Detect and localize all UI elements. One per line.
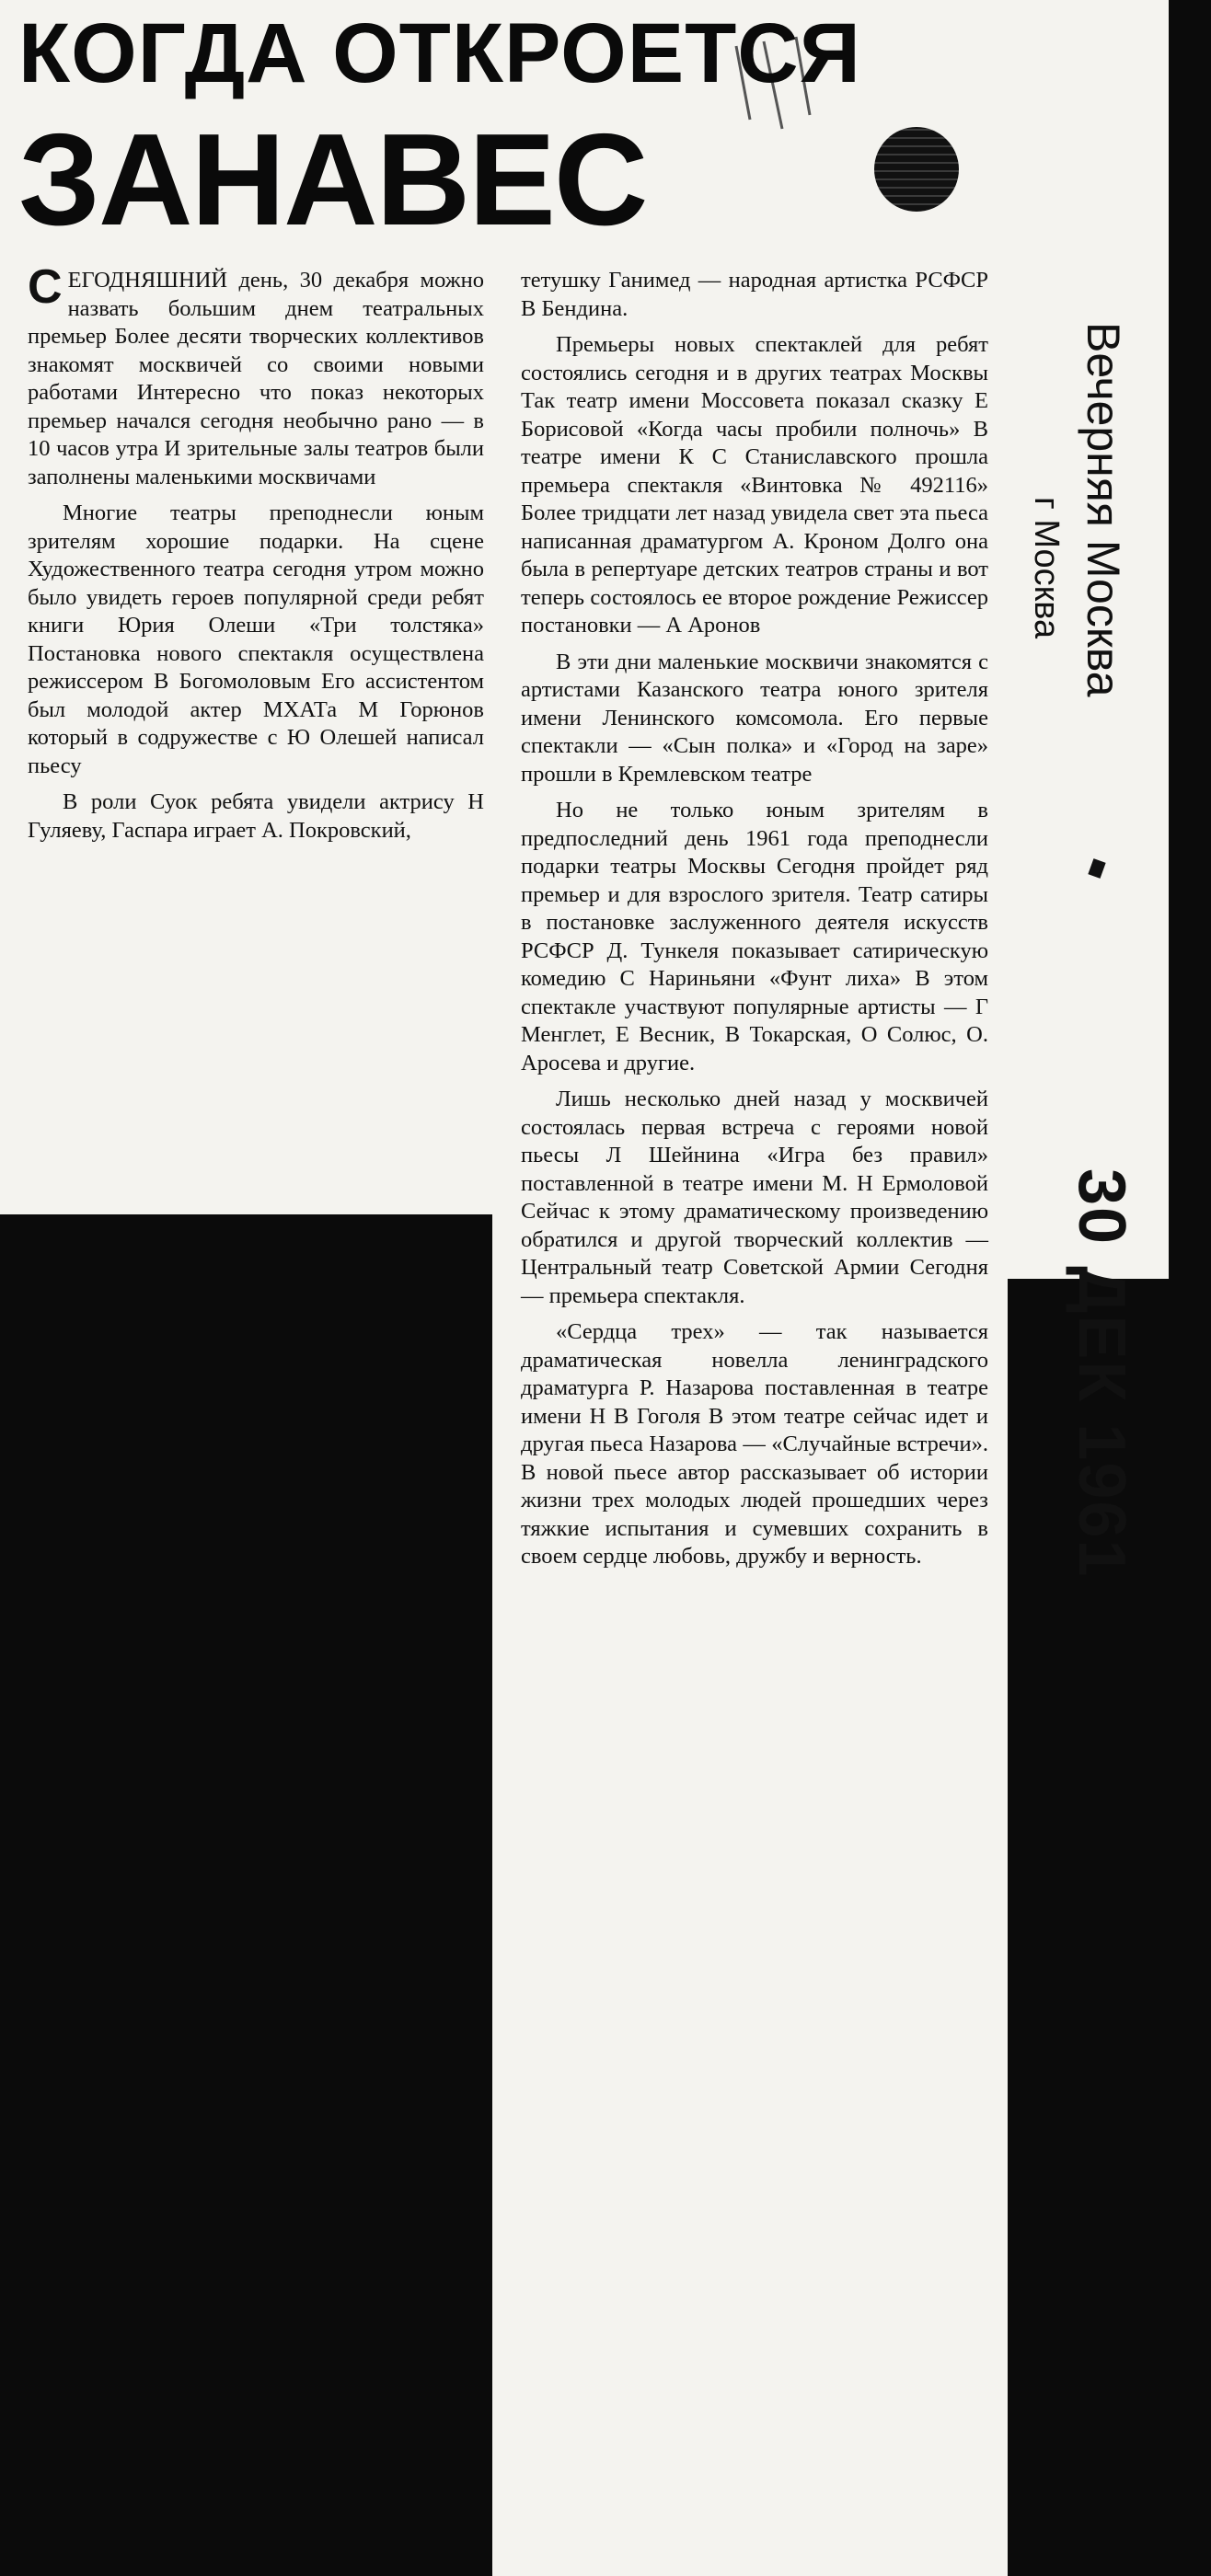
headline-line-2: ЗАНАВЕС: [18, 107, 647, 253]
paragraph: Премьеры новых спектаклей для ребят состоялись сегодня и в других театрах Москвы Так театр имени Моссовета показал сказку Е Борисовой «Когда часы пробили полночь» В театре имени К С Станиславского прошла премьера спектакля «Винтовка № 492116» Более тридцати лет назад увидела свет эта пьеса написанная драматургом А. Кроном Долго она была в репертуаре детских театров страны и вот теперь состоялось ее второе рождение Режиссер постановки — А Аронов: [521, 332, 988, 638]
paragraph: тетушку Ганимед — народная артистка РСФСР В Бендина.: [521, 268, 988, 321]
paragraph: Лишь несколько дней назад у москвичей состоялась первая встреча с героями новой пьесы Л Шейнина «Игра без правил» поставленной в театре имени М. Н Ермоловой Сейчас к этому драматическому произведению обратился и другой творческий коллектив — Центральный театр Советской Армии Сегодня — премьера спектакля.: [521, 1087, 988, 1308]
drop-cap: С: [28, 260, 63, 314]
paragraph: «Сердца трех» — так называется драматическая новелла ленинградского драматурга Р. Назарова поставленная в театре имени Н В Гоголя В этом театре сейчас идет и другая пьеса Назарова — «Случайные встречи». В новой пьесе автор рассказывает об истории жизни трех молодых людей прошедших через тяжкие испытания и сумевших сохранить в своем сердце любовь, дружбу и верность.: [521, 1319, 988, 1569]
article-column-1: [28, 260, 484, 853]
paragraph: Но не только юным зрителям в предпоследний день 1961 года преподнесли подарки театры Москвы Сегодня пройдет ряд премьер и для взрослого зрителя. Театр сатиры в постановке заслуженного деятеля искусств РСФСР Д. Тункеля показывает сатирическую комедию С Нариньяни «Фунт лиха» В этом спектакле участвуют популярные артисты — Г Менглет, Е Весник, В Токарская, О Солюс, О. Аросева и другие.: [521, 798, 988, 1075]
article-column-2: [521, 267, 988, 1580]
paragraph-text: ЕГОДНЯШНИЙ день, 30 декабря можно назвать большим днем театральных премьер Более десяти творческих коллективов знакомят москвичей со своими новыми работами Интересно что показ некоторых премьер начался сегодня необычно рано — в 10 часов утра И зрительные залы театров были заполнены маленькими москвичами: [28, 268, 484, 489]
source-date-stamp: 30 ДЕК 1961: [1065, 1168, 1138, 1579]
paragraph: Многие театры преподнесли юным зрителям хорошие подарки. На сцене Художественного театра сегодня утром можно было увидеть героев популярной среди ребят книги Юрия Олеши «Три толстяка» Постановка нового спектакля осуществлена режиссером В Богомоловым Его ассистентом был молодой актер МХАТа М Горюнов который в содружестве с Ю Олешей написал пьесу: [28, 500, 484, 778]
paragraph: В эти дни маленькие москвичи знакомятся с артистами Казанского театра юного зрителя имени Ленинского комсомола. Его первые спектакли — «Сын полка» и «Город на заре» прошли в Кремлевском театре: [521, 649, 988, 787]
source-city: г Москва: [1027, 497, 1066, 639]
paragraph: В роли Суок ребята увидели актрису Н Гуляеву, Гаспара играет А. Покровский,: [28, 789, 484, 843]
ink-blot-mark: [874, 127, 959, 212]
paragraph: [28, 260, 484, 491]
headline-line-1: КОГДА ОТКРОЕТСЯ: [18, 6, 861, 100]
source-newspaper-name: Вечерняя Москва: [1078, 322, 1129, 697]
